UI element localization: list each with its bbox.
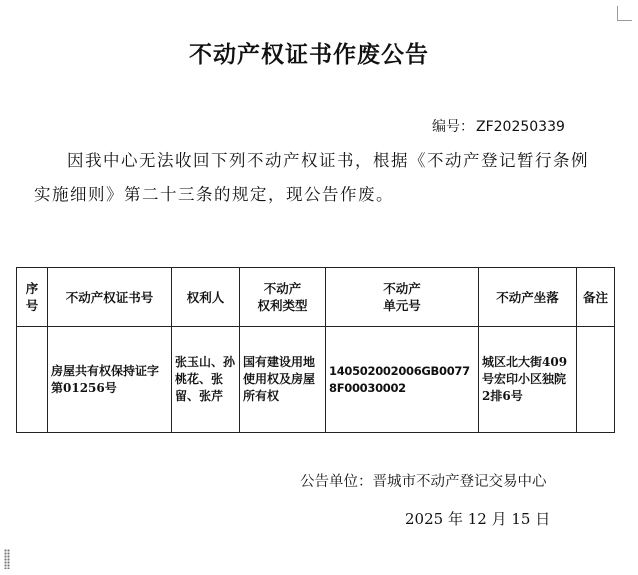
header-unit-no: 不动产 单元号 [326,268,479,327]
page-corner-mark [617,6,632,21]
document-number [432,116,565,136]
cell-location: 城区北大街409号宏印小区独院2排6号 [479,327,577,433]
cell-remark [577,327,615,433]
table-header-row [17,268,615,327]
page-title: 不动产权证书作废公告 [189,41,429,68]
header-right-type: 不动产 权利类型 [240,268,326,327]
header-seq: 序 号 [17,268,48,327]
document-number-label: 编号： [432,119,474,135]
cell-unit-no: 140502002006GB00778F00030002 [326,327,479,433]
header-cert-no: 不动产权证书号 [48,268,172,327]
announcement-body: 因我中心无法收回下列不动产权证书，根据《不动产登记暂行条例实施细则》第二十三条的规定，现公告作废。 [34,151,589,204]
header-remark: 备注 [577,268,615,327]
announcement-date: 2025 年 12 月 15 日 [405,510,551,528]
document-number-value: ZF20250339 [476,119,565,135]
cell-cert-no: 房屋共有权保持证字第01256号 [48,327,172,433]
certificate-table [16,267,615,433]
resize-grip[interactable] [4,549,10,569]
cell-right-type: 国有建设用地使用权及房屋所有权 [240,327,326,433]
cell-holder: 张玉山、孙桃花、张留、张芹 [172,327,240,433]
header-holder: 权利人 [172,268,240,327]
cell-seq [17,327,48,433]
header-location: 不动产坐落 [479,268,577,327]
table-row [17,327,615,433]
announcing-unit: 公告单位：晋城市不动产登记交易中心 [300,474,547,490]
